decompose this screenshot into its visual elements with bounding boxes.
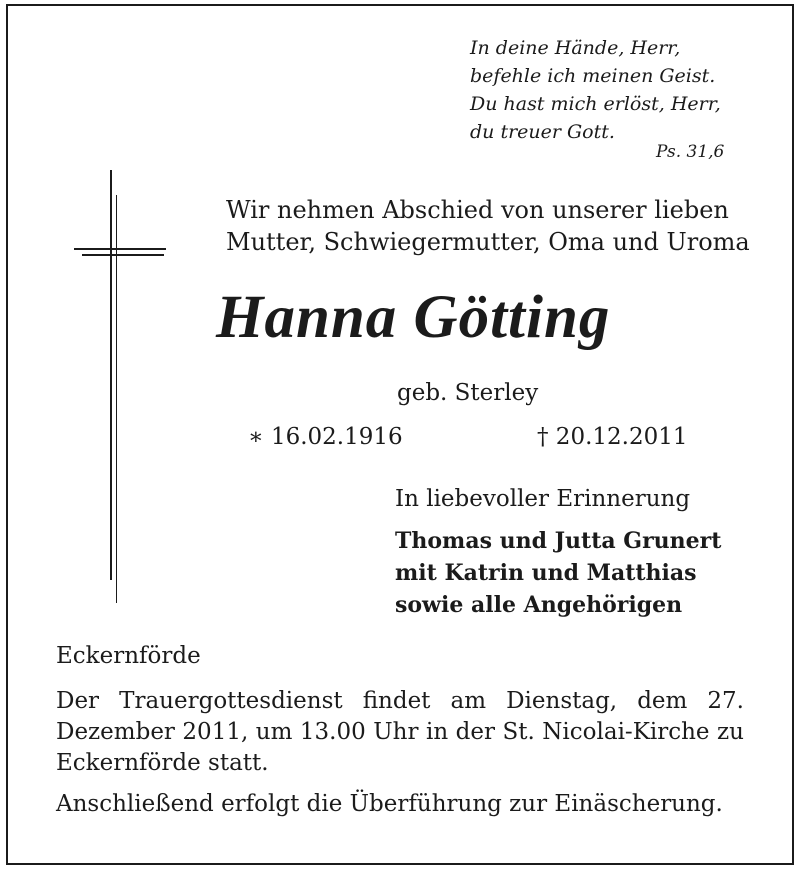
mourner-line: mit Katrin und Matthias: [395, 560, 697, 586]
verse-reference: Ps. 31,6: [656, 142, 725, 162]
memory-heading: In liebevoller Erinnerung: [395, 486, 691, 512]
cross-vertical-line: [110, 170, 112, 580]
verse-line: befehle ich meinen Geist.: [470, 65, 716, 87]
cross-vertical-line-thin: [116, 195, 117, 603]
death-date: † 20.12.2011: [537, 424, 688, 450]
place: Eckernförde: [56, 643, 201, 669]
mourners-list: [395, 525, 721, 621]
deceased-name: Hanna Götting: [216, 284, 611, 351]
cross-horizontal-line-thin: [82, 254, 164, 256]
intro-line: Wir nehmen Abschied von unserer lieben: [226, 196, 729, 224]
verse-line: Du hast mich erlöst, Herr,: [470, 93, 721, 115]
mourner-line: sowie alle Angehörigen: [395, 592, 683, 618]
birth-date: ∗ 16.02.1916: [248, 424, 403, 450]
transfer-note: Anschließend erfolgt die Überführung zur Einäscherung.: [56, 791, 723, 817]
verse-line: du treuer Gott.: [470, 121, 615, 143]
cross-horizontal-line: [74, 248, 166, 250]
intro-line: Mutter, Schwiegermutter, Oma und Uroma: [226, 228, 750, 256]
intro-text: [226, 194, 750, 258]
bible-verse: [470, 34, 721, 146]
birth-name: geb. Sterley: [397, 380, 539, 406]
verse-line: In deine Hände, Herr,: [470, 37, 681, 59]
mourner-line: Thomas und Jutta Grunert: [395, 528, 722, 554]
service-announcement: Der Trauergottesdienst findet am Dienstag, dem 27. Dezember 2011, um 13.00 Uhr in der St. Nicolai-Kirche zu Eckernförde statt.: [56, 688, 744, 776]
